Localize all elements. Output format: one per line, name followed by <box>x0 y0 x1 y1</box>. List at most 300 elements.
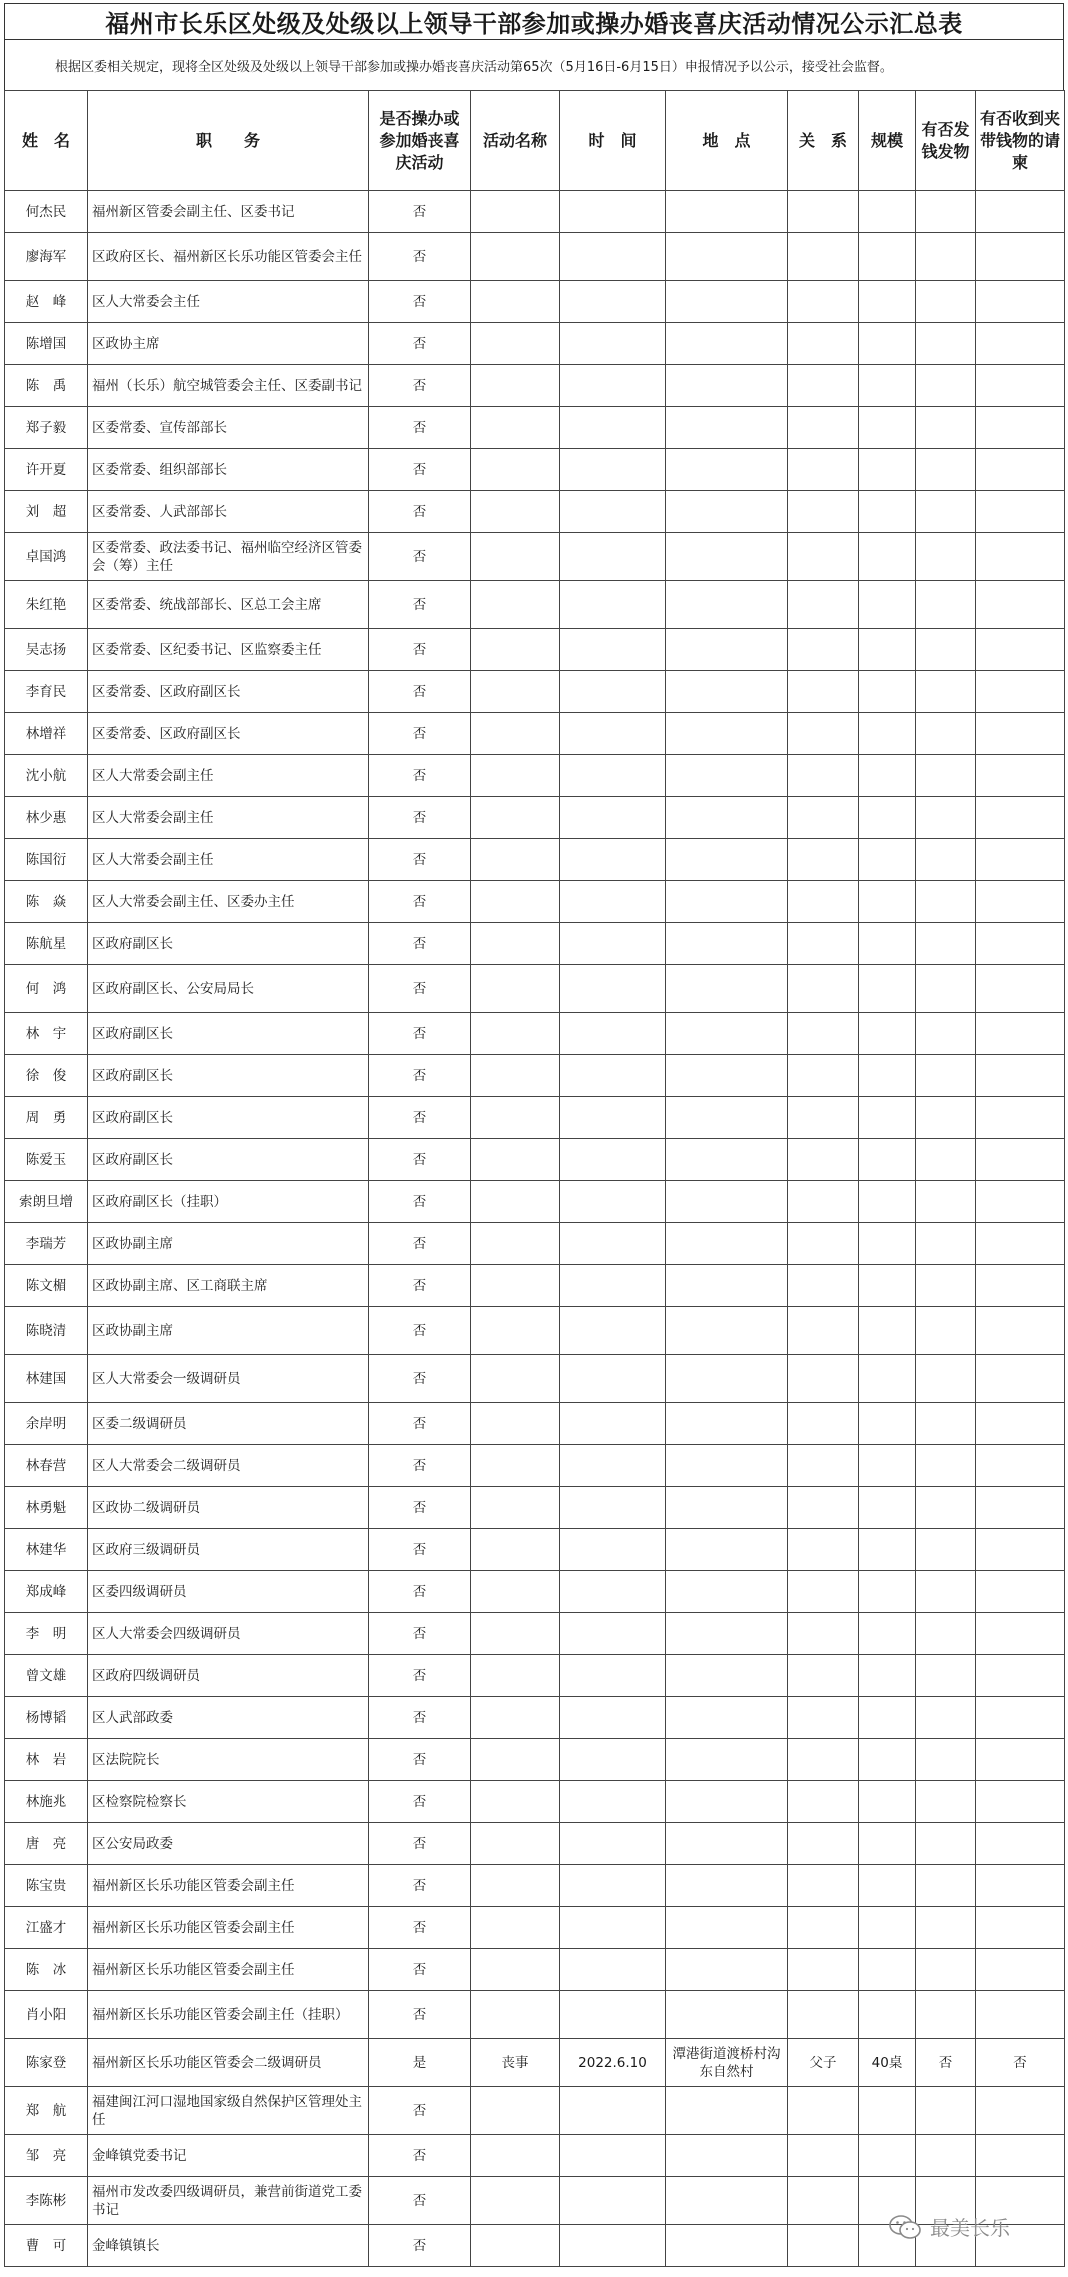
cell-name: 徐 俊 <box>5 1055 88 1097</box>
cell-name: 刘 超 <box>5 491 88 533</box>
cell-gift-given <box>916 1139 976 1181</box>
cell-name: 李育民 <box>5 671 88 713</box>
cell-activity-name <box>471 629 560 671</box>
cell-activity-name <box>471 1907 560 1949</box>
cell-gift-received <box>976 1907 1065 1949</box>
cell-gift-received <box>976 581 1065 629</box>
cell-name: 林勇魁 <box>5 1487 88 1529</box>
cell-activity-name <box>471 797 560 839</box>
cell-time <box>560 1571 666 1613</box>
cell-location <box>666 1781 788 1823</box>
cell-name: 陈家登 <box>5 2039 88 2087</box>
cell-gift-received <box>976 1265 1065 1307</box>
cell-location <box>666 1355 788 1403</box>
cell-time <box>560 1139 666 1181</box>
cell-gift-given <box>916 407 976 449</box>
cell-time <box>560 1265 666 1307</box>
cell-gift-received <box>976 1613 1065 1655</box>
cell-scale <box>859 1097 916 1139</box>
cell-relation <box>788 1697 859 1739</box>
cell-activity-name <box>471 1613 560 1655</box>
cell-gift-received <box>976 1823 1065 1865</box>
cell-time <box>560 1949 666 1991</box>
cell-participated: 否 <box>369 755 471 797</box>
cell-gift-received <box>976 1223 1065 1265</box>
cell-time <box>560 407 666 449</box>
cell-time <box>560 1355 666 1403</box>
cell-name: 林春营 <box>5 1445 88 1487</box>
cell-position: 福建闽江河口湿地国家级自然保护区管理处主任 <box>88 2087 369 2135</box>
cell-position: 区政府副区长（挂职） <box>88 1181 369 1223</box>
cell-name: 陈 焱 <box>5 881 88 923</box>
cell-scale <box>859 1613 916 1655</box>
table-row <box>5 1907 1065 1949</box>
cell-gift-given <box>916 797 976 839</box>
cell-relation <box>788 449 859 491</box>
cell-time <box>560 1013 666 1055</box>
table-row <box>5 1307 1065 1355</box>
header-gift-given: 有否发钱发物 <box>916 91 976 191</box>
cell-name: 林建国 <box>5 1355 88 1403</box>
cell-participated: 否 <box>369 1991 471 2039</box>
cell-relation <box>788 191 859 233</box>
cell-participated: 否 <box>369 1355 471 1403</box>
cell-gift-given <box>916 713 976 755</box>
cell-location <box>666 1097 788 1139</box>
notice-text: 根据区委相关规定，现将全区处级及处级以上领导干部参加或操办婚丧喜庆活动第65次（5月16日-6月15日）申报情况予以公示，接受社会监督。 <box>4 39 1064 91</box>
cell-gift-given <box>916 581 976 629</box>
cell-gift-received <box>976 1571 1065 1613</box>
cell-participated: 否 <box>369 797 471 839</box>
cell-relation <box>788 1949 859 1991</box>
table-row <box>5 407 1065 449</box>
cell-name: 吴志扬 <box>5 629 88 671</box>
table-row <box>5 323 1065 365</box>
cell-activity-name <box>471 1655 560 1697</box>
table-row <box>5 797 1065 839</box>
cell-activity-name <box>471 1571 560 1613</box>
cell-name: 林施兆 <box>5 1781 88 1823</box>
cell-time <box>560 1529 666 1571</box>
header-activity-name: 活动名称 <box>471 91 560 191</box>
cell-relation <box>788 1445 859 1487</box>
cell-position: 区政协二级调研员 <box>88 1487 369 1529</box>
cell-position: 区委二级调研员 <box>88 1403 369 1445</box>
cell-relation <box>788 533 859 581</box>
cell-name: 唐 亮 <box>5 1823 88 1865</box>
cell-gift-given <box>916 1529 976 1571</box>
cell-time <box>560 1907 666 1949</box>
cell-gift-given: 否 <box>916 2039 976 2087</box>
cell-location <box>666 1529 788 1571</box>
cell-gift-received <box>976 1781 1065 1823</box>
table-row <box>5 1823 1065 1865</box>
cell-location <box>666 1655 788 1697</box>
cell-position: 区委常委、组织部部长 <box>88 449 369 491</box>
cell-position: 区委常委、人武部部长 <box>88 491 369 533</box>
cell-location <box>666 407 788 449</box>
cell-gift-given <box>916 1655 976 1697</box>
cell-gift-received <box>976 407 1065 449</box>
cell-participated: 否 <box>369 1781 471 1823</box>
cell-relation <box>788 1097 859 1139</box>
table-row <box>5 1613 1065 1655</box>
cell-gift-given <box>916 1823 976 1865</box>
cell-gift-received <box>976 2135 1065 2177</box>
cell-position: 区人大常委会副主任 <box>88 839 369 881</box>
cell-scale <box>859 881 916 923</box>
cell-activity-name <box>471 1181 560 1223</box>
cell-gift-received <box>976 1181 1065 1223</box>
cell-gift-received <box>976 533 1065 581</box>
cell-relation <box>788 281 859 323</box>
table-row <box>5 755 1065 797</box>
cell-participated: 否 <box>369 1445 471 1487</box>
cell-gift-received <box>976 1949 1065 1991</box>
table-row <box>5 581 1065 629</box>
cell-name: 陈航星 <box>5 923 88 965</box>
cell-location <box>666 2135 788 2177</box>
cell-scale <box>859 755 916 797</box>
table-row <box>5 281 1065 323</box>
table-row <box>5 713 1065 755</box>
cell-time <box>560 581 666 629</box>
cell-relation <box>788 1265 859 1307</box>
cell-location <box>666 581 788 629</box>
cell-name: 陈 禹 <box>5 365 88 407</box>
table-row <box>5 365 1065 407</box>
cell-time <box>560 1181 666 1223</box>
table-row <box>5 1181 1065 1223</box>
cell-gift-given <box>916 491 976 533</box>
cell-time <box>560 365 666 407</box>
header-location: 地 点 <box>666 91 788 191</box>
table-row <box>5 1949 1065 1991</box>
cell-relation <box>788 2225 859 2267</box>
cell-position: 区政府四级调研员 <box>88 1655 369 1697</box>
cell-gift-received <box>976 881 1065 923</box>
cell-location <box>666 323 788 365</box>
cell-participated: 否 <box>369 629 471 671</box>
cell-gift-received <box>976 629 1065 671</box>
header-row <box>5 91 1065 191</box>
cell-location <box>666 1949 788 1991</box>
cell-position: 金峰镇党委书记 <box>88 2135 369 2177</box>
cell-location <box>666 191 788 233</box>
cell-gift-given <box>916 965 976 1013</box>
cell-name: 李 明 <box>5 1613 88 1655</box>
cell-name: 何杰民 <box>5 191 88 233</box>
cell-relation <box>788 1307 859 1355</box>
cell-gift-received <box>976 323 1065 365</box>
cell-participated: 否 <box>369 1307 471 1355</box>
cell-time <box>560 671 666 713</box>
cell-activity-name <box>471 965 560 1013</box>
cell-position: 区委常委、区纪委书记、区监察委主任 <box>88 629 369 671</box>
cell-participated: 否 <box>369 1181 471 1223</box>
cell-gift-received <box>976 1529 1065 1571</box>
cell-name: 林 宇 <box>5 1013 88 1055</box>
table-row <box>5 629 1065 671</box>
cell-relation <box>788 1739 859 1781</box>
cell-relation <box>788 1613 859 1655</box>
cell-position: 区人大常委会副主任、区委办主任 <box>88 881 369 923</box>
cell-participated: 否 <box>369 713 471 755</box>
cell-activity-name <box>471 881 560 923</box>
cell-time <box>560 2135 666 2177</box>
table-row <box>5 1055 1065 1097</box>
cell-gift-given <box>916 1949 976 1991</box>
cell-relation <box>788 1181 859 1223</box>
cell-time <box>560 2225 666 2267</box>
cell-name: 曹 可 <box>5 2225 88 2267</box>
cell-position: 区人大常委会二级调研员 <box>88 1445 369 1487</box>
cell-name: 赵 峰 <box>5 281 88 323</box>
cell-participated: 否 <box>369 2087 471 2135</box>
cell-gift-given <box>916 1403 976 1445</box>
cell-time <box>560 713 666 755</box>
cell-gift-received <box>976 1487 1065 1529</box>
cell-activity-name <box>471 2225 560 2267</box>
cell-participated: 否 <box>369 1613 471 1655</box>
cell-scale <box>859 365 916 407</box>
cell-name: 郑成峰 <box>5 1571 88 1613</box>
table-row <box>5 2039 1065 2087</box>
cell-activity-name <box>471 1055 560 1097</box>
cell-gift-given <box>916 1265 976 1307</box>
cell-activity-name <box>471 1139 560 1181</box>
table-row <box>5 1487 1065 1529</box>
cell-position: 区政府副区长 <box>88 1013 369 1055</box>
cell-relation <box>788 1355 859 1403</box>
cell-gift-received <box>976 923 1065 965</box>
cell-location <box>666 1139 788 1181</box>
table-row <box>5 671 1065 713</box>
cell-position: 区政府副区长 <box>88 1055 369 1097</box>
cell-location: 潭港街道渡桥村沟东自然村 <box>666 2039 788 2087</box>
cell-participated: 否 <box>369 1697 471 1739</box>
cell-name: 杨博韬 <box>5 1697 88 1739</box>
cell-scale <box>859 1355 916 1403</box>
cell-scale <box>859 191 916 233</box>
cell-scale <box>859 1865 916 1907</box>
cell-scale <box>859 1739 916 1781</box>
cell-activity-name <box>471 755 560 797</box>
cell-participated: 否 <box>369 1097 471 1139</box>
cell-location <box>666 1013 788 1055</box>
cell-activity-name <box>471 1265 560 1307</box>
cell-scale <box>859 713 916 755</box>
table-row <box>5 1265 1065 1307</box>
cell-participated: 否 <box>369 881 471 923</box>
cell-relation <box>788 923 859 965</box>
cell-relation <box>788 2135 859 2177</box>
cell-location <box>666 1991 788 2039</box>
cell-activity-name <box>471 1403 560 1445</box>
table-row <box>5 1865 1065 1907</box>
cell-activity-name <box>471 323 560 365</box>
cell-location <box>666 881 788 923</box>
cell-name: 郑子毅 <box>5 407 88 449</box>
cell-activity-name <box>471 1355 560 1403</box>
cell-participated: 否 <box>369 1055 471 1097</box>
cell-location <box>666 1613 788 1655</box>
cell-location <box>666 629 788 671</box>
cell-location <box>666 1823 788 1865</box>
cell-position: 福州（长乐）航空城管委会主任、区委副书记 <box>88 365 369 407</box>
cell-time <box>560 1655 666 1697</box>
cell-location <box>666 1697 788 1739</box>
cell-relation: 父子 <box>788 2039 859 2087</box>
cell-gift-given <box>916 1223 976 1265</box>
cell-participated: 否 <box>369 1739 471 1781</box>
cell-scale <box>859 281 916 323</box>
cell-position: 区人大常委会一级调研员 <box>88 1355 369 1403</box>
cell-time <box>560 1487 666 1529</box>
cell-name: 陈 冰 <box>5 1949 88 1991</box>
cell-relation <box>788 629 859 671</box>
cell-relation <box>788 1865 859 1907</box>
cell-position: 区政协主席 <box>88 323 369 365</box>
cell-activity-name <box>471 233 560 281</box>
header-position: 职 务 <box>88 91 369 191</box>
cell-location <box>666 449 788 491</box>
cell-position: 区政协副主席 <box>88 1223 369 1265</box>
cell-time <box>560 1613 666 1655</box>
cell-participated: 否 <box>369 281 471 323</box>
cell-gift-received <box>976 191 1065 233</box>
cell-participated: 否 <box>369 2225 471 2267</box>
cell-activity-name <box>471 1697 560 1739</box>
cell-position: 区法院院长 <box>88 1739 369 1781</box>
cell-name: 陈文楣 <box>5 1265 88 1307</box>
cell-scale <box>859 449 916 491</box>
cell-gift-received <box>976 1697 1065 1739</box>
cell-relation <box>788 233 859 281</box>
cell-scale <box>859 1139 916 1181</box>
table-row <box>5 533 1065 581</box>
cell-scale <box>859 797 916 839</box>
cell-time <box>560 191 666 233</box>
cell-location <box>666 1571 788 1613</box>
cell-activity-name <box>471 1307 560 1355</box>
cell-scale <box>859 1487 916 1529</box>
cell-time <box>560 1739 666 1781</box>
table-row <box>5 1445 1065 1487</box>
cell-participated: 否 <box>369 365 471 407</box>
cell-participated: 否 <box>369 1529 471 1571</box>
cell-activity-name <box>471 1781 560 1823</box>
cell-participated: 否 <box>369 1655 471 1697</box>
cell-relation <box>788 1139 859 1181</box>
cell-gift-given <box>916 671 976 713</box>
cell-time <box>560 533 666 581</box>
cell-activity-name <box>471 1445 560 1487</box>
cell-name: 肖小阳 <box>5 1991 88 2039</box>
cell-scale <box>859 1529 916 1571</box>
cell-position: 区委四级调研员 <box>88 1571 369 1613</box>
cell-gift-given <box>916 755 976 797</box>
cell-activity-name <box>471 1865 560 1907</box>
table-row <box>5 2135 1065 2177</box>
cell-name: 林 岩 <box>5 1739 88 1781</box>
cell-relation <box>788 881 859 923</box>
cell-scale <box>859 1265 916 1307</box>
cell-position: 区委常委、统战部部长、区总工会主席 <box>88 581 369 629</box>
cell-gift-given <box>916 1355 976 1403</box>
cell-gift-received <box>976 1055 1065 1097</box>
cell-scale <box>859 1055 916 1097</box>
cell-gift-given <box>916 449 976 491</box>
cell-gift-received <box>976 839 1065 881</box>
table-row <box>5 233 1065 281</box>
cell-relation <box>788 1823 859 1865</box>
cell-gift-received <box>976 1445 1065 1487</box>
cell-relation <box>788 1403 859 1445</box>
document-title: 福州市长乐区处级及处级以上领导干部参加或操办婚丧喜庆活动情况公示汇总表 <box>4 3 1064 39</box>
cell-name: 郑 航 <box>5 2087 88 2135</box>
table-row <box>5 1139 1065 1181</box>
cell-gift-received <box>976 1355 1065 1403</box>
cell-gift-given <box>916 281 976 323</box>
cell-time <box>560 1445 666 1487</box>
cell-participated: 否 <box>369 1487 471 1529</box>
cell-activity-name <box>471 1739 560 1781</box>
cell-time <box>560 839 666 881</box>
cell-activity-name <box>471 449 560 491</box>
cell-scale <box>859 1445 916 1487</box>
cell-scale <box>859 1949 916 1991</box>
cell-scale <box>859 2087 916 2135</box>
cell-time <box>560 1403 666 1445</box>
cell-position: 区委常委、区政府副区长 <box>88 713 369 755</box>
cell-gift-received <box>976 1139 1065 1181</box>
cell-name: 李陈彬 <box>5 2177 88 2225</box>
cell-position: 区公安局政委 <box>88 1823 369 1865</box>
cell-gift-given <box>916 233 976 281</box>
cell-relation <box>788 965 859 1013</box>
cell-relation <box>788 1991 859 2039</box>
cell-scale <box>859 581 916 629</box>
cell-gift-received <box>976 449 1065 491</box>
cell-participated: 否 <box>369 1907 471 1949</box>
cell-activity-name: 丧事 <box>471 2039 560 2087</box>
cell-relation <box>788 755 859 797</box>
cell-gift-given <box>916 1865 976 1907</box>
cell-position: 区政府三级调研员 <box>88 1529 369 1571</box>
cell-participated: 否 <box>369 2177 471 2225</box>
cell-relation <box>788 1529 859 1571</box>
cell-scale <box>859 491 916 533</box>
table-row <box>5 1529 1065 1571</box>
cell-position: 区政府区长、福州新区长乐功能区管委会主任 <box>88 233 369 281</box>
cell-location <box>666 1907 788 1949</box>
cell-scale <box>859 1013 916 1055</box>
cell-participated: 否 <box>369 1139 471 1181</box>
cell-scale <box>859 1181 916 1223</box>
cell-name: 陈晓清 <box>5 1307 88 1355</box>
cell-position: 区政协副主席、区工商联主席 <box>88 1265 369 1307</box>
cell-activity-name <box>471 1013 560 1055</box>
cell-time <box>560 449 666 491</box>
cell-location <box>666 1307 788 1355</box>
cell-time <box>560 1781 666 1823</box>
cell-location <box>666 2087 788 2135</box>
cell-participated: 否 <box>369 671 471 713</box>
cell-gift-received <box>976 233 1065 281</box>
cell-gift-received: 否 <box>976 2039 1065 2087</box>
cell-gift-received <box>976 671 1065 713</box>
